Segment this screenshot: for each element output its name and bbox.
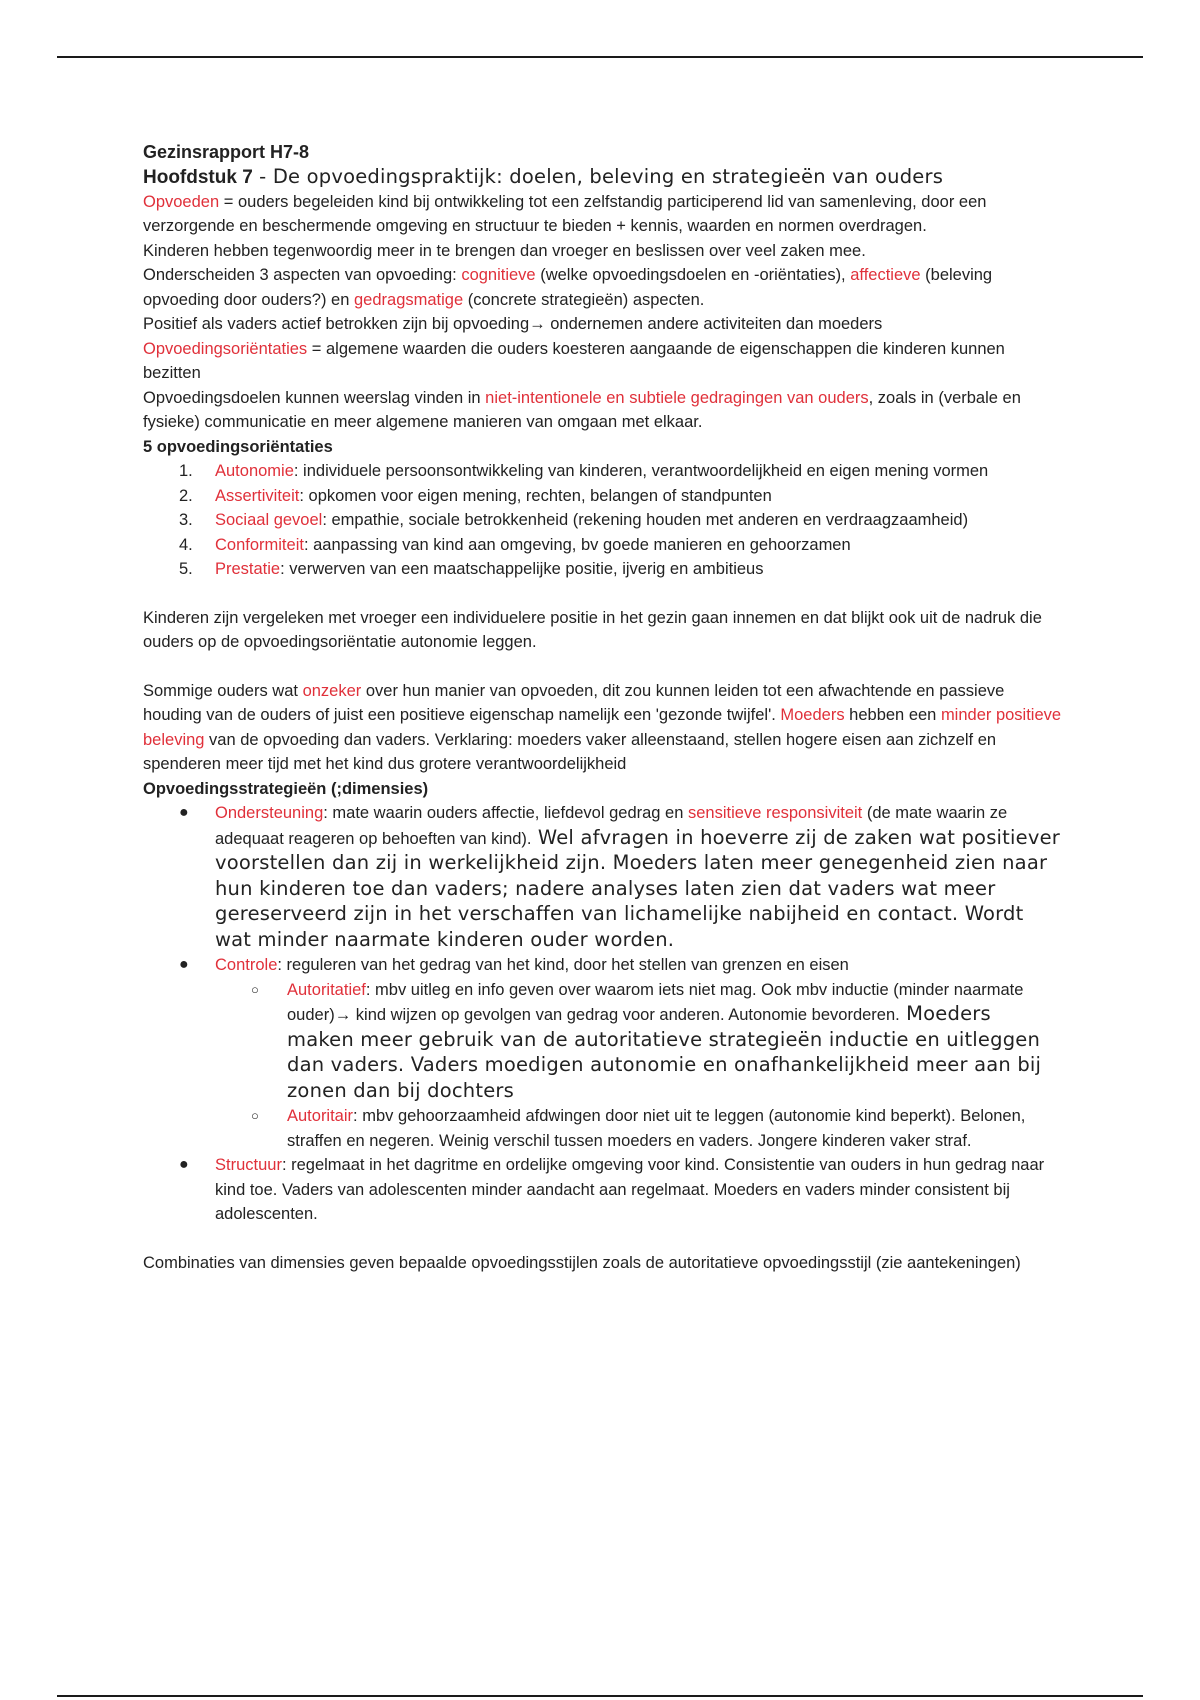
text-ondersteuning-extra: Wel afvragen in hoeverre zij de zaken wat positiever voorstellen dan zij in werkelijkheid zijn. Moeders laten meer genegenheid zien naar hun kinderen toe dan vaders; nadere analyses laten zien dat vaders wat meer gereserveerd zijn in het verschaffen van lichamelijke nabijheid en contact. Wordt wat minder naarmate kinderen ouder worden. xyxy=(215,825,1060,951)
arrow-icon: → xyxy=(529,315,546,333)
text-autoritair: : mbv gehoorzaamheid afdwingen door niet uit te leggen (autonomie kind beperkt). Belonen, straffen en negeren. Weinig verschil tussen moeders en vaders. Jongere kinderen vaker straf. xyxy=(287,1107,1026,1150)
list-item-structuur xyxy=(143,1153,1063,1227)
term-controle: Controle xyxy=(215,956,278,974)
term-sensitieve-responsiviteit: sensitieve responsiviteit xyxy=(688,804,863,822)
term-sociaal-gevoel: Sociaal gevoel xyxy=(215,511,323,529)
term-gedragsmatige: gedragsmatige xyxy=(354,290,464,309)
term-structuur: Structuur xyxy=(215,1156,282,1174)
text-opvoeden: = ouders begeleiden kind bij ontwikkeling tot een zelfstandig participerend lid van samenleving, door een verzorgende en beschermende omgeving en structuur te bieden + kennis, waarden en normen overdragen. xyxy=(143,192,987,235)
list-item-text: : opkomen voor eigen mening, rechten, belangen of standpunten xyxy=(299,486,772,505)
text-onzeker-c: hebben een xyxy=(844,706,941,724)
text-vaders-a: Positief als vaders actief betrokken zijn bij opvoeding xyxy=(143,315,530,333)
term-autonomie: Autonomie xyxy=(215,462,294,480)
paragraph-aspecten xyxy=(143,263,1063,312)
strategy-list xyxy=(143,801,1063,1227)
list-number: 1. xyxy=(179,462,193,480)
text-autoritatief-extra: Moeders maken meer gebruik van de autoritatieve strategieën inductie en uitleggen dan vaders. Vaders moedigen autonomie en onafhankelijkheid meer aan bij zonen dan bij dochters xyxy=(287,1002,1042,1102)
text-onzeker-a: Sommige ouders wat xyxy=(143,681,303,700)
term-onzeker: onzeker xyxy=(302,681,362,700)
chapter-label: Hoofdstuk 7 xyxy=(143,166,253,188)
chapter-dash: - xyxy=(252,164,273,188)
paragraph-vaders xyxy=(143,312,1063,337)
orientation-list xyxy=(143,459,1063,582)
text-orientaties: = algemene waarden die ouders koesteren aangaande de eigenschappen die kinderen kunnen bezitten xyxy=(143,339,1005,382)
text-ondersteuning-b: (de mate waarin ze adequaat reageren op behoeften van kind). xyxy=(215,804,1008,848)
term-minder-positieve-beleving: minder positieve beleving xyxy=(143,706,1062,749)
circle-bullet-icon: ○ xyxy=(251,1108,259,1123)
term-autoritair: Autoritair xyxy=(287,1107,354,1125)
paragraph-combinaties: Combinaties van dimensies geven bepaalde opvoedingsstijlen zoals de autoritatieve opvoedingsstijl (zie aantekeningen) xyxy=(143,1253,1021,1272)
bullet-icon: ● xyxy=(179,956,189,973)
list-number: 2. xyxy=(179,486,193,505)
control-sublist xyxy=(215,978,1063,1154)
text-autoritatief-a: : mbv uitleg en info geven over waarom iets niet mag. Ook mbv inductie (minder naarmate ouder) xyxy=(287,980,1024,1024)
text-aspecten-d: (concrete strategieën) aspecten. xyxy=(463,290,705,309)
text-vaders-b: ondernemen andere activiteiten dan moeders xyxy=(545,315,883,333)
bullet-icon: ● xyxy=(179,804,189,821)
paragraph-kinderen: Kinderen hebben tegenwoordig meer in te brengen dan vroeger en beslissen over veel zaken mee. xyxy=(143,241,866,260)
text-doelen-a: Opvoedingsdoelen kunnen weerslag vinden in xyxy=(143,388,486,407)
header-rule xyxy=(57,56,1143,58)
text-aspecten-c: (beleving opvoeding door ouders?) en xyxy=(143,266,993,309)
footer-rule xyxy=(57,1695,1143,1697)
term-niet-intentionele: niet-intentionele en subtiele gedragingen van ouders xyxy=(485,388,869,407)
term-opvoedingsorientaties: Opvoedingsoriëntaties xyxy=(143,339,308,358)
term-cognitieve: cognitieve xyxy=(461,266,536,284)
paragraph-opvoeden xyxy=(143,190,1063,239)
list-item xyxy=(143,508,1063,533)
list-item xyxy=(143,459,1063,484)
list-item-text: : empathie, sociale betrokkenheid (rekening houden met anderen en verdraagzaamheid) xyxy=(322,511,969,529)
arrow-icon: → xyxy=(334,1006,352,1024)
section-title-orientations: 5 opvoedingsoriëntaties xyxy=(143,437,333,456)
list-item-text: : aanpassing van kind aan omgeving, bv goede manieren en gehoorzamen xyxy=(303,535,851,554)
list-item xyxy=(143,484,1063,509)
text-doelen-b: , zoals in (verbale en fysieke) communicatie en meer algemene manieren van omgaan met elkaar. xyxy=(143,388,1021,431)
list-item-controle xyxy=(143,953,1063,1153)
paragraph-doelen xyxy=(143,386,1063,435)
term-conformiteit: Conformiteit xyxy=(215,535,304,554)
list-number: 4. xyxy=(179,535,193,554)
list-item xyxy=(143,533,1063,558)
term-ondersteuning: Ondersteuning xyxy=(215,804,324,822)
paragraph-individueel: Kinderen zijn vergeleken met vroeger een individuelere positie in het gezin gaan innemen en dat blijkt ook uit de nadruk die ouders op de opvoedingsoriëntatie autonomie leggen. xyxy=(143,608,1042,651)
circle-bullet-icon: ○ xyxy=(251,981,259,997)
list-item-text: : individuele persoonsontwikkeling van kinderen, verantwoordelijkheid en eigen mening vormen xyxy=(293,462,989,480)
paragraph-onzeker xyxy=(143,679,1063,777)
term-assertiviteit: Assertiviteit xyxy=(215,486,300,505)
text-aspecten-b: (welke opvoedingsdoelen en -oriëntaties), xyxy=(535,266,851,284)
paragraph-orientaties xyxy=(143,337,1063,386)
document-body xyxy=(143,140,1063,1275)
term-affectieve: affectieve xyxy=(850,266,921,284)
section-title-strategies: Opvoedingsstrategieën (;dimensies) xyxy=(143,779,429,798)
sublist-item-autoritair xyxy=(215,1104,1063,1153)
text-onzeker-b: over hun manier van opvoeden, dit zou kunnen leiden tot een afwachtende en passieve houding van de ouders of juist een positieve eigenschap namelijk een 'gezonde twijfel'. xyxy=(143,681,1005,724)
term-moeders: Moeders xyxy=(780,706,845,724)
list-number: 3. xyxy=(179,511,193,529)
text-ondersteuning-a: : mate waarin ouders affectie, liefdevol gedrag en xyxy=(323,804,688,822)
text-controle: : reguleren van het gedrag van het kind, door het stellen van grenzen en eisen xyxy=(277,956,849,974)
bullet-icon: ● xyxy=(179,1156,189,1173)
chapter-heading xyxy=(143,165,1063,190)
list-number: 5. xyxy=(179,560,193,578)
list-item-ondersteuning xyxy=(143,801,1063,953)
chapter-subtitle: De opvoedingspraktijk: doelen, beleving en strategieën van ouders xyxy=(272,164,944,188)
term-opvoeden: Opvoeden xyxy=(143,192,220,211)
text-autoritatief-b: kind wijzen op gevolgen van gedrag voor anderen. Autonomie bevorderen. xyxy=(351,1006,900,1024)
list-item xyxy=(143,557,1063,582)
text-onzeker-d: van de opvoeding dan vaders. Verklaring: moeders vaker alleenstaand, stellen hogere eisen aan zichzelf en spenderen meer tijd met het kind dus grotere verantwoordelijkheid xyxy=(143,730,997,773)
list-item-text: : verwerven van een maatschappelijke positie, ijverig en ambitieus xyxy=(280,560,764,578)
document-title: Gezinsrapport H7-8 xyxy=(143,142,310,162)
sublist-item-autoritatief xyxy=(215,978,1063,1105)
term-prestatie: Prestatie xyxy=(215,560,281,578)
text-aspecten-a: Onderscheiden 3 aspecten van opvoeding: xyxy=(143,266,462,284)
term-autoritatief: Autoritatief xyxy=(287,980,366,999)
text-structuur: : regelmaat in het dagritme en ordelijke omgeving voor kind. Consistentie van ouders in hun gedrag naar kind toe. Vaders van adolescenten minder aandacht aan regelmaat. Moeders en vaders minder consistent bij adolescenten. xyxy=(215,1156,1045,1223)
